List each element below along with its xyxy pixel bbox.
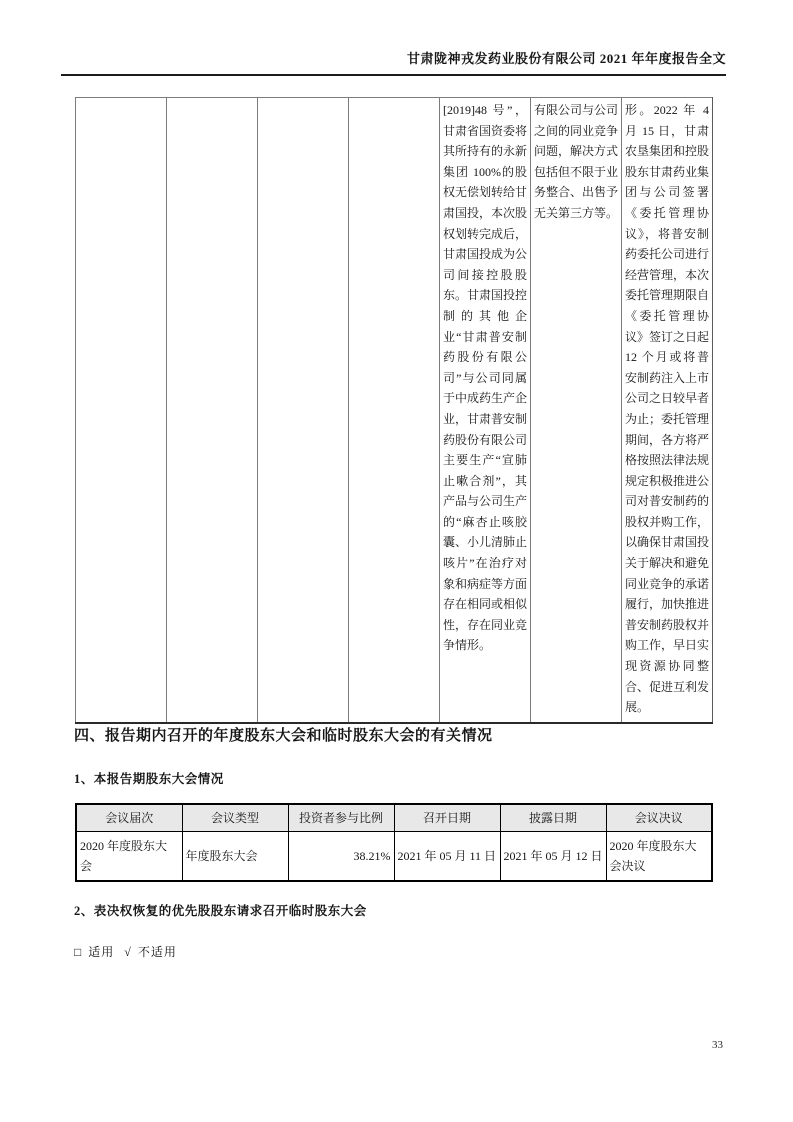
report-header	[61, 48, 726, 76]
header-participation-ratio: 投资者参与比例	[288, 804, 394, 831]
continuation-table	[75, 97, 713, 724]
shareholders-meeting-table	[75, 803, 713, 882]
cell-participation-ratio: 38.21%	[288, 831, 394, 881]
applicable-label: 适用	[88, 945, 115, 959]
header-date-disclosed: 披露日期	[500, 804, 606, 831]
header-date-held: 召开日期	[394, 804, 500, 831]
cell-resolution: 2020 年度股东大会决议	[606, 831, 712, 881]
section-heading-4: 四、报告期内召开的年度股东大会和临时股东大会的有关情况	[74, 728, 493, 744]
continuation-cell-4	[349, 98, 440, 723]
report-header-title: 甘肃陇神戎发药业股份有限公司 2021 年年度报告全文	[406, 51, 726, 66]
cell-date-held: 2021 年 05 月 11 日	[394, 831, 500, 881]
meeting-table-header-row	[76, 804, 712, 831]
continuation-table-row	[76, 98, 713, 723]
continuation-cell-7: 形。2022 年 4 月 15 日，甘肃农垦集团和控股股东甘肃药业集团与公司签署《委托管理协议》，将普安制药委托公司进行经营管理，本次委托管理期限自《委托管理协议》签订之日起 12 个月或将普安制药注入上市公司之日较早者为止；委托管理期间，各方将严格按照法律法规规定积极推进公司对普安制药的股权并购工作，以确保甘肃国投关于解决和避免同业竞争的承诺履行，加快推进普安制药股权并购工作，早日实现资源协同整合、促进互利发展。	[622, 98, 713, 723]
checkbox-unchecked-icon: □	[74, 945, 83, 959]
continuation-cell-6: 有限公司与公司之间的同业竞争问题，解决方式包括但不限于业务整合、出售予无关第三方等。	[531, 98, 622, 723]
continuation-cell-2	[167, 98, 258, 723]
continuation-cell-5: [2019]48 号”，甘肃省国资委将其所持有的永新集团 100%的股权无偿划转给甘肃国投，本次股权划转完成后，甘肃国投成为公司间接控股股东。甘肃国投控制的其他企业“甘肃普安制药股份有限公司”与公司同属于中成药生产企业，甘肃普安制药股份有限公司主要生产“宣肺止嗽合剂”，其产品与公司生产的“麻杏止咳胶囊、小儿清肺止咳片”在治疗对象和病症等方面存在相同或相似性，存在同业竞争情形。	[440, 98, 531, 723]
subsection-heading-1: 1、本报告期股东大会情况	[74, 772, 224, 786]
subsection-heading-2: 2、表决权恢复的优先股股东请求召开临时股东大会	[74, 904, 367, 918]
meeting-table-row	[76, 831, 712, 881]
continuation-cell-1	[76, 98, 167, 723]
continuation-cell-3	[258, 98, 349, 723]
page-number: 33	[712, 1039, 723, 1051]
checkmark-icon: √	[124, 945, 132, 959]
cell-meeting-session: 2020 年度股东大会	[76, 831, 182, 881]
header-meeting-type: 会议类型	[182, 804, 288, 831]
header-resolution: 会议决议	[606, 804, 712, 831]
not-applicable-label: 不适用	[137, 945, 177, 959]
cell-meeting-type: 年度股东大会	[182, 831, 288, 881]
cell-date-disclosed: 2021 年 05 月 12 日	[500, 831, 606, 881]
header-meeting-session: 会议届次	[76, 804, 182, 831]
applicability-statement	[74, 943, 187, 960]
